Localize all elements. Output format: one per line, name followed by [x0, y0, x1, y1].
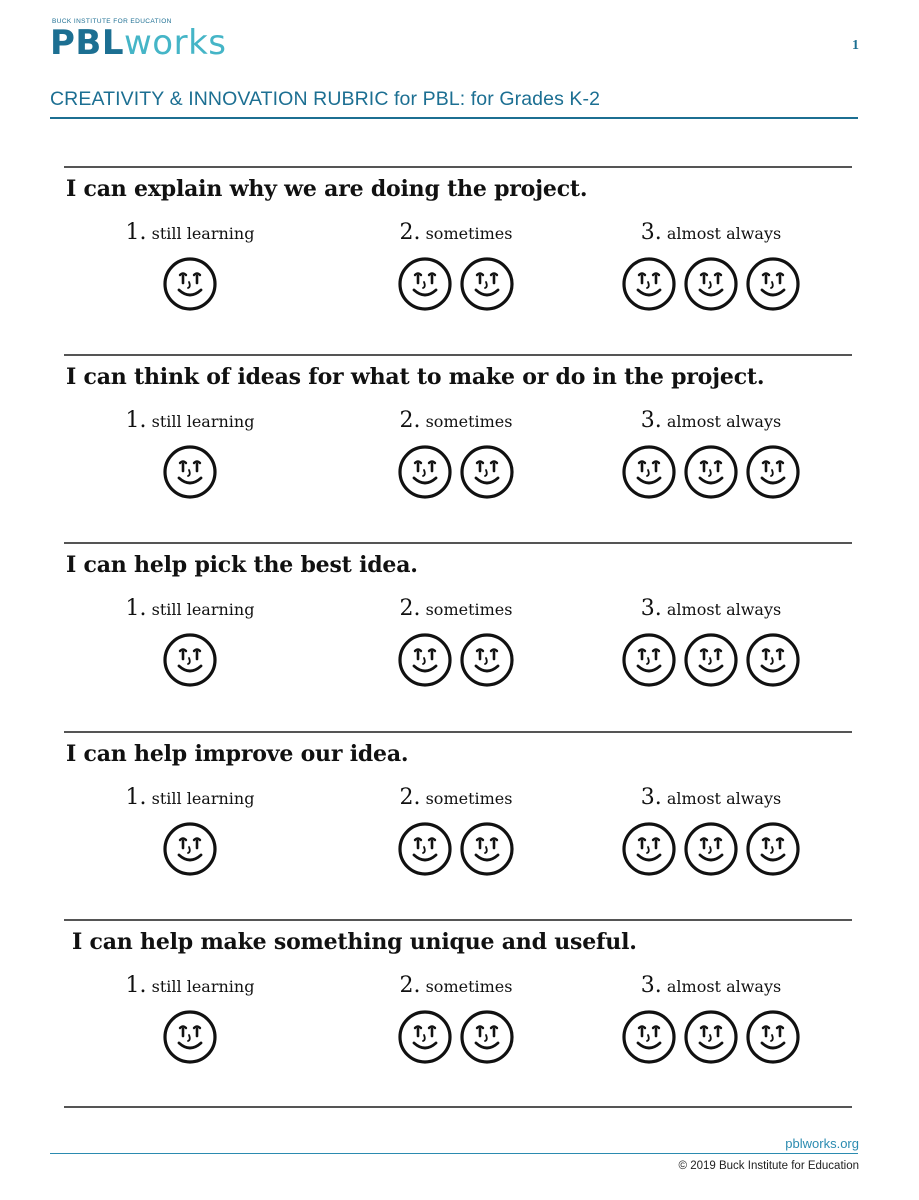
document-title: CREATIVITY & INNOVATION RUBRIC for PBL: for Grades K-2	[50, 88, 601, 110]
level-3	[591, 785, 831, 877]
smiley-face-icon	[459, 256, 515, 312]
statement-text: I can help make something unique and useful.	[72, 929, 637, 955]
level-2	[356, 220, 556, 312]
section-divider	[64, 354, 852, 356]
level-label	[591, 785, 831, 813]
level-3	[591, 220, 831, 312]
statement-text: I can help improve our idea.	[66, 741, 409, 767]
level-number: 1.	[125, 785, 147, 810]
smiley-face-icon	[162, 444, 218, 500]
face-group	[90, 821, 290, 877]
level-3	[591, 408, 831, 500]
level-label	[356, 220, 556, 248]
smiley-face-icon	[745, 632, 801, 688]
smiley-face-icon	[621, 256, 677, 312]
level-label	[591, 408, 831, 436]
level-text: still learning	[151, 600, 255, 619]
smiley-face-icon	[162, 256, 218, 312]
smiley-face-icon	[745, 1009, 801, 1065]
level-label	[90, 973, 290, 1001]
smiley-face-icon	[162, 1009, 218, 1065]
smiley-face-icon	[683, 444, 739, 500]
face-group	[591, 444, 831, 500]
level-label	[90, 785, 290, 813]
level-text: almost always	[666, 600, 782, 619]
face-group	[591, 1009, 831, 1065]
level-text: still learning	[151, 224, 255, 243]
level-text: sometimes	[425, 600, 513, 619]
smiley-face-icon	[459, 632, 515, 688]
level-number: 1.	[125, 596, 147, 621]
section-divider	[64, 919, 852, 921]
face-group	[591, 632, 831, 688]
level-label	[591, 220, 831, 248]
page-number: 1	[852, 38, 859, 53]
face-group	[591, 256, 831, 312]
smiley-face-icon	[397, 256, 453, 312]
level-label	[591, 973, 831, 1001]
smiley-face-icon	[621, 444, 677, 500]
level-text: sometimes	[425, 977, 513, 996]
level-text: almost always	[666, 977, 782, 996]
level-label	[90, 220, 290, 248]
title-divider	[50, 117, 858, 119]
level-2	[356, 973, 556, 1065]
level-label	[90, 408, 290, 436]
level-text: still learning	[151, 412, 255, 431]
level-text: sometimes	[425, 224, 513, 243]
level-text: almost always	[666, 412, 782, 431]
face-group	[356, 821, 556, 877]
smiley-face-icon	[459, 1009, 515, 1065]
smiley-face-icon	[683, 821, 739, 877]
logo-wordmark	[50, 24, 227, 62]
logo-works: works	[124, 23, 227, 63]
level-number: 2.	[399, 973, 421, 998]
level-text: sometimes	[425, 412, 513, 431]
level-label	[90, 596, 290, 624]
smiley-face-icon	[397, 821, 453, 877]
face-group	[356, 256, 556, 312]
level-number: 3.	[640, 973, 662, 998]
level-2	[356, 785, 556, 877]
face-group	[90, 444, 290, 500]
face-group	[591, 821, 831, 877]
rubric-section	[64, 919, 852, 1107]
level-number: 2.	[399, 220, 421, 245]
smiley-face-icon	[621, 632, 677, 688]
level-number: 1.	[125, 408, 147, 433]
level-number: 2.	[399, 408, 421, 433]
smiley-face-icon	[397, 632, 453, 688]
rubric-section	[64, 354, 852, 542]
smiley-face-icon	[459, 444, 515, 500]
level-number: 3.	[640, 785, 662, 810]
face-group	[90, 632, 290, 688]
level-1	[90, 973, 290, 1065]
smiley-face-icon	[397, 1009, 453, 1065]
section-divider	[64, 731, 852, 733]
level-number: 2.	[399, 596, 421, 621]
section-divider	[64, 542, 852, 544]
logo-pbl: PBL	[50, 23, 124, 63]
smiley-face-icon	[683, 256, 739, 312]
face-group	[356, 1009, 556, 1065]
face-group	[356, 632, 556, 688]
logo-tagline: BUCK INSTITUTE FOR EDUCATION	[52, 18, 172, 25]
footer-divider	[50, 1153, 858, 1154]
level-number: 3.	[640, 408, 662, 433]
footer-url[interactable]: pblworks.org	[785, 1136, 859, 1151]
face-group	[90, 1009, 290, 1065]
level-1	[90, 596, 290, 688]
level-text: almost always	[666, 789, 782, 808]
level-2	[356, 408, 556, 500]
level-3	[591, 973, 831, 1065]
statement-text: I can think of ideas for what to make or do in the project.	[66, 364, 765, 390]
level-1	[90, 220, 290, 312]
smiley-face-icon	[683, 632, 739, 688]
level-number: 3.	[640, 596, 662, 621]
face-group	[90, 256, 290, 312]
smiley-face-icon	[621, 1009, 677, 1065]
smiley-face-icon	[745, 444, 801, 500]
level-1	[90, 408, 290, 500]
smiley-face-icon	[683, 1009, 739, 1065]
level-1	[90, 785, 290, 877]
smiley-face-icon	[162, 821, 218, 877]
level-text: almost always	[666, 224, 782, 243]
level-number: 3.	[640, 220, 662, 245]
level-text: still learning	[151, 789, 255, 808]
level-2	[356, 596, 556, 688]
face-group	[356, 444, 556, 500]
level-label	[356, 408, 556, 436]
smiley-face-icon	[397, 444, 453, 500]
smiley-face-icon	[745, 821, 801, 877]
rubric-section	[64, 542, 852, 730]
smiley-face-icon	[162, 632, 218, 688]
level-number: 1.	[125, 220, 147, 245]
rubric-section	[64, 731, 852, 919]
rubric-section	[64, 166, 852, 354]
level-number: 1.	[125, 973, 147, 998]
level-label	[356, 596, 556, 624]
bottom-divider	[64, 1106, 852, 1108]
level-number: 2.	[399, 785, 421, 810]
level-text: sometimes	[425, 789, 513, 808]
smiley-face-icon	[621, 821, 677, 877]
level-text: still learning	[151, 977, 255, 996]
smiley-face-icon	[459, 821, 515, 877]
footer-copyright: © 2019 Buck Institute for Education	[678, 1160, 859, 1172]
section-divider	[64, 166, 852, 168]
smiley-face-icon	[745, 256, 801, 312]
statement-text: I can explain why we are doing the project.	[66, 176, 588, 202]
level-label	[356, 785, 556, 813]
level-label	[356, 973, 556, 1001]
statement-text: I can help pick the best idea.	[66, 552, 418, 578]
level-label	[591, 596, 831, 624]
pblworks-logo	[50, 18, 250, 62]
level-3	[591, 596, 831, 688]
